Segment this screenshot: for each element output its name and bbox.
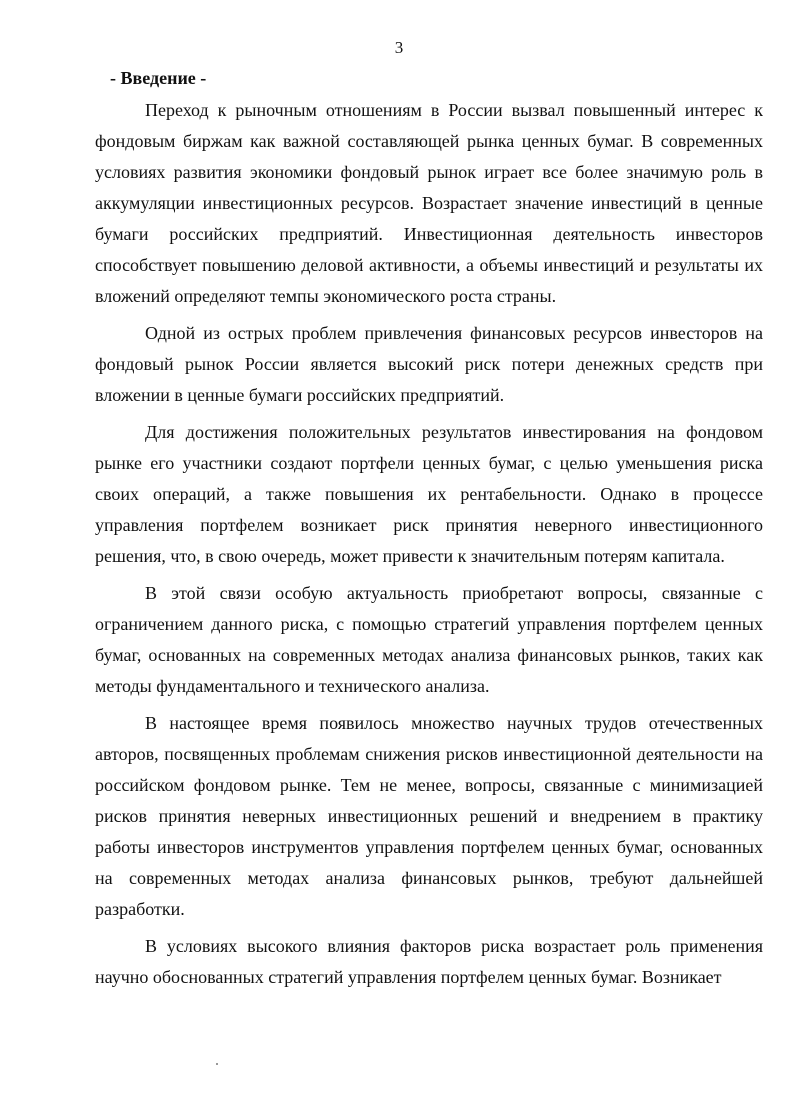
page-number: 3 [394,38,404,57]
paragraph: Одной из острых проблем привлечения финансовых ресурсов инвесторов на фондовый рынок России является высокий риск потери денежных средств при вложении в ценные бумаги российских предприятий. [95,323,763,405]
paragraph: Для достижения положительных результатов инвестирования на фондовом рынке его участники создают портфели ценных бумаг, с целью уменьшения риска своих операций, а также повышения их рентабельности. Однако в процессе управления портфелем возникает риск принятия неверного инвестиционного решения, что, в свою очередь, может привести к значительным потерям капитала. [95,422,763,566]
body-text [95,95,763,999]
section-heading: - Введение - [110,68,207,88]
paragraph: В этой связи особую актуальность приобретают вопросы, связанные с ограничением данного риска, с помощью стратегий управления портфелем ценных бумаг, основанных на современных методах анализа финансовых рынков, таких как методы фундаментального и технического анализа. [95,583,763,696]
paragraph: В условиях высокого влияния факторов риска возрастает роль применения научно обоснованных стратегий управления портфелем ценных бумаг. Возникает [95,936,763,987]
paragraph: В настоящее время появилось множество научных трудов отечественных авторов, посвященных проблемам снижения рисков инвестиционной деятельности на российском фондовом рынке. Тем не менее, вопросы, связанные с минимизацией рисков принятия неверных инвестиционных решений и внедрением в практику работы инвесторов инструментов управления портфелем ценных бумаг, основанных на современных методах анализа финансовых рынков, требуют дальнейшей разработки. [95,713,763,919]
paragraph: Переход к рыночным отношениям в России вызвал повышенный интерес к фондовым биржам как важной составляющей рынка ценных бумаг. В современных условиях развития экономики фондовый рынок играет все более значимую роль в аккумуляции инвестиционных ресурсов. Возрастает значение инвестиций в ценные бумаги российских предприятий. Инвестиционная деятельность инвесторов способствует повышению деловой активности, а объемы инвестиций и результаты их вложений определяют темпы экономического роста страны. [95,100,763,306]
scan-artifact-dot [216,1063,218,1065]
